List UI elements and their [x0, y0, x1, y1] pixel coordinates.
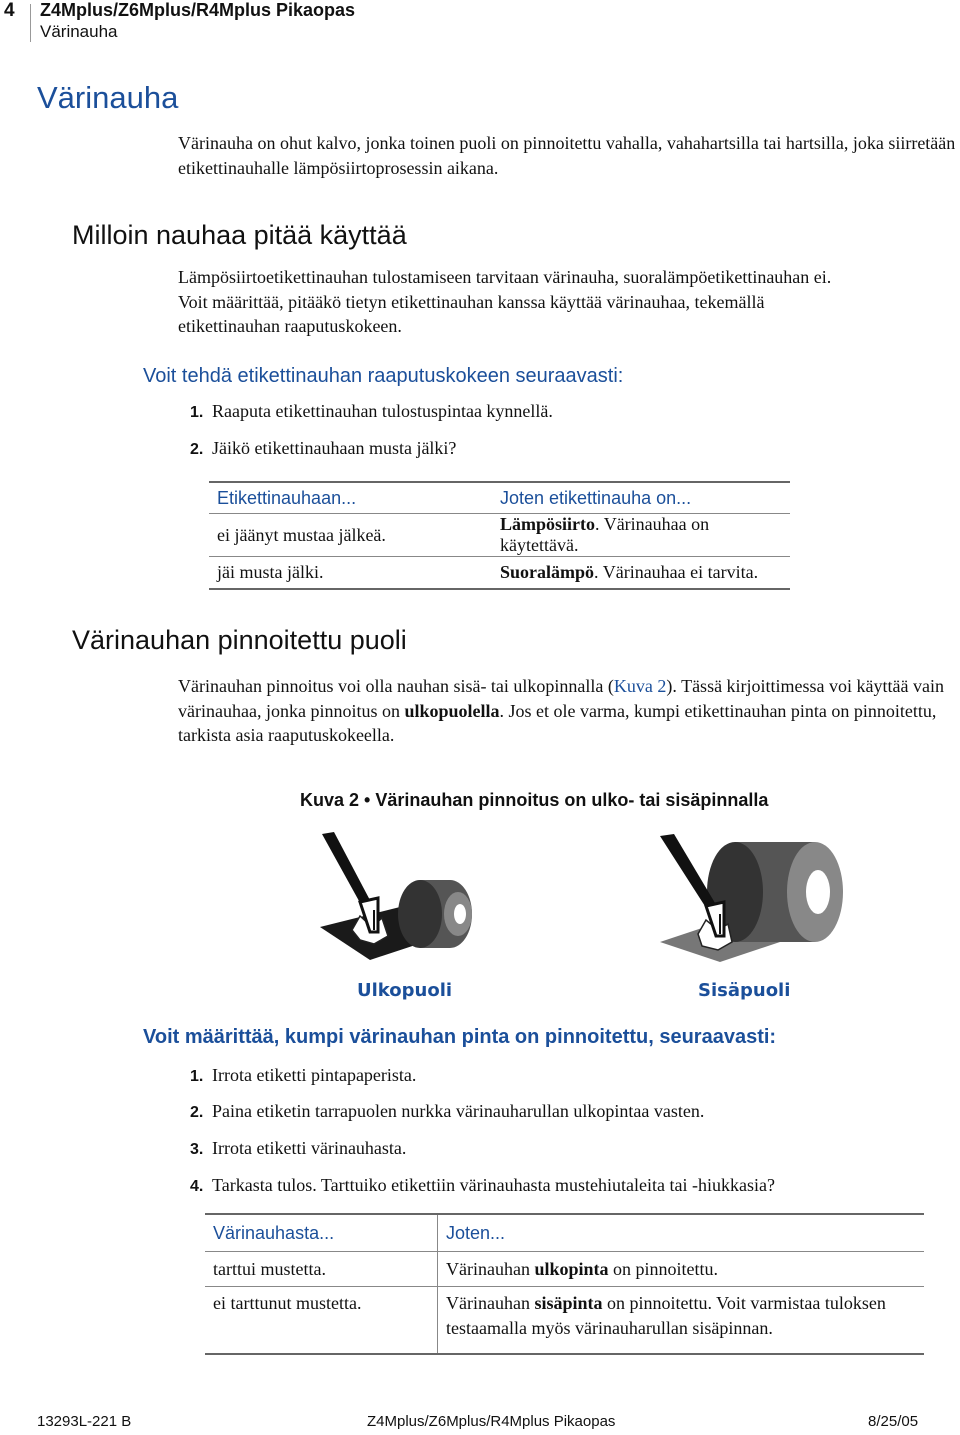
scratch-result-table: [209, 481, 790, 590]
page-number: 4: [4, 0, 15, 21]
figure-caption: Kuva 2 • Värinauhan pinnoitus on ulko- tai sisäpinnalla: [300, 790, 769, 810]
when-line-3: etikettinauhan raaputuskokeen.: [178, 316, 402, 336]
table-row: [205, 1252, 924, 1287]
step-item: 3. Irrota etiketti värinauhasta.: [190, 1138, 407, 1158]
table-cell: Suoralämpö. Värinauhaa ei tarvita.: [492, 557, 790, 590]
footer-doc-id: 13293L-221 B: [37, 1413, 132, 1430]
table-header-row: [205, 1214, 924, 1252]
table-row: [205, 1287, 924, 1355]
table-header: Etikettinauhaan...: [209, 482, 492, 514]
table-header: Joten etikettinauha on...: [492, 482, 790, 514]
table-row: [209, 557, 790, 590]
step-item: 2. Jäikö etikettinauhaan musta jälki?: [190, 438, 457, 458]
step-item: 1. Raaputa etikettinauhan tulostuspintaa kynnellä.: [190, 401, 553, 421]
pen-icon: [322, 832, 378, 932]
figure-label-outside: Ulkopuoli: [357, 980, 453, 1001]
table-cell: Värinauhan ulkopinta on pinnoitettu.: [438, 1252, 925, 1287]
table-header: Värinauhasta...: [205, 1214, 438, 1252]
figure-label-inside: Sisäpuoli: [698, 980, 791, 1001]
step-item: 2. Paina etiketin tarrapuolen nurkka värinauharullan ulkopintaa vasten.: [190, 1101, 705, 1121]
when-paragraph: [178, 265, 958, 339]
section-title-when: Milloin nauhaa pitää käyttää: [72, 220, 407, 250]
section-title-coated-side: Värinauhan pinnoitettu puoli: [72, 625, 407, 655]
coated-result-table: [205, 1213, 924, 1355]
procedure-title-scratch: Voit tehdä etikettinauhan raaputuskokeen seuraavasti:: [143, 365, 624, 387]
coated-paragraph: Värinauhan pinnoitus voi olla nauhan sisä- tai ulkopinnalla (Kuva 2). Tässä kirjoittimessa voi käyttää vain värinauhaa, jonka pinnoitus on ulkopuolella. Jos et ole varma, kumpi etikettinauhan pinta on pinnoitettu, tarkista asia raaputuskokeella.: [178, 676, 945, 745]
figure-link[interactable]: Kuva 2: [613, 676, 667, 696]
intro-paragraph: Värinauha on ohut kalvo, jonka toinen puoli on pinnoitettu vahalla, vahahartsilla tai hartsilla, joka siirretään etikettinauhalle lämpösiirtoprosessin aikana.: [178, 133, 956, 178]
procedure-title-coated: Voit määrittää, kumpi värinauhan pinta on pinnoitettu, seuraavasti:: [143, 1026, 777, 1048]
table-cell: ei tarttunut mustetta.: [205, 1287, 438, 1355]
table-cell: ei jäänyt mustaa jälkeä.: [209, 514, 492, 557]
ribbon-outside-illustration: [300, 832, 520, 972]
header-divider: [30, 4, 31, 42]
when-line-1: Lämpösiirtoetikettinauhan tulostamiseen tarvitaan värinauha, suoralämpöetikettinauhan ei.: [178, 267, 832, 287]
step-item: 1. Irrota etiketti pintapaperista.: [190, 1065, 417, 1085]
table-cell: Värinauhan sisäpinta on pinnoitettu. Voit varmistaa tuloksen testaamalla myös värinauharullan sisäpinnan.: [438, 1287, 925, 1355]
step-item: 4. Tarkasta tulos. Tarttuiko etikettiin värinauhasta mustehiutaleita tai -hiukkasia?: [190, 1175, 775, 1195]
section-title-varinauha: Värinauha: [37, 80, 179, 115]
footer-date: 8/25/05: [868, 1413, 919, 1430]
when-line-2: Voit määrittää, pitääkö tietyn etikettinauhan kanssa käyttää värinauhaa, tekemällä: [178, 291, 765, 312]
footer-title: Z4Mplus/Z6Mplus/R4Mplus Pikaopas: [367, 1413, 616, 1430]
table-cell: tarttui mustetta.: [205, 1252, 438, 1287]
table-header-row: [209, 482, 790, 514]
table-header: Joten...: [438, 1214, 925, 1252]
ribbon-inside-illustration: [640, 832, 860, 972]
header-subtitle: Värinauha: [40, 22, 118, 41]
table-cell: Lämpösiirto. Värinauhaa on käytettävä.: [492, 514, 790, 557]
table-row: [209, 514, 790, 557]
header-title: Z4Mplus/Z6Mplus/R4Mplus Pikaopas: [40, 0, 356, 20]
table-cell: jäi musta jälki.: [209, 557, 492, 590]
